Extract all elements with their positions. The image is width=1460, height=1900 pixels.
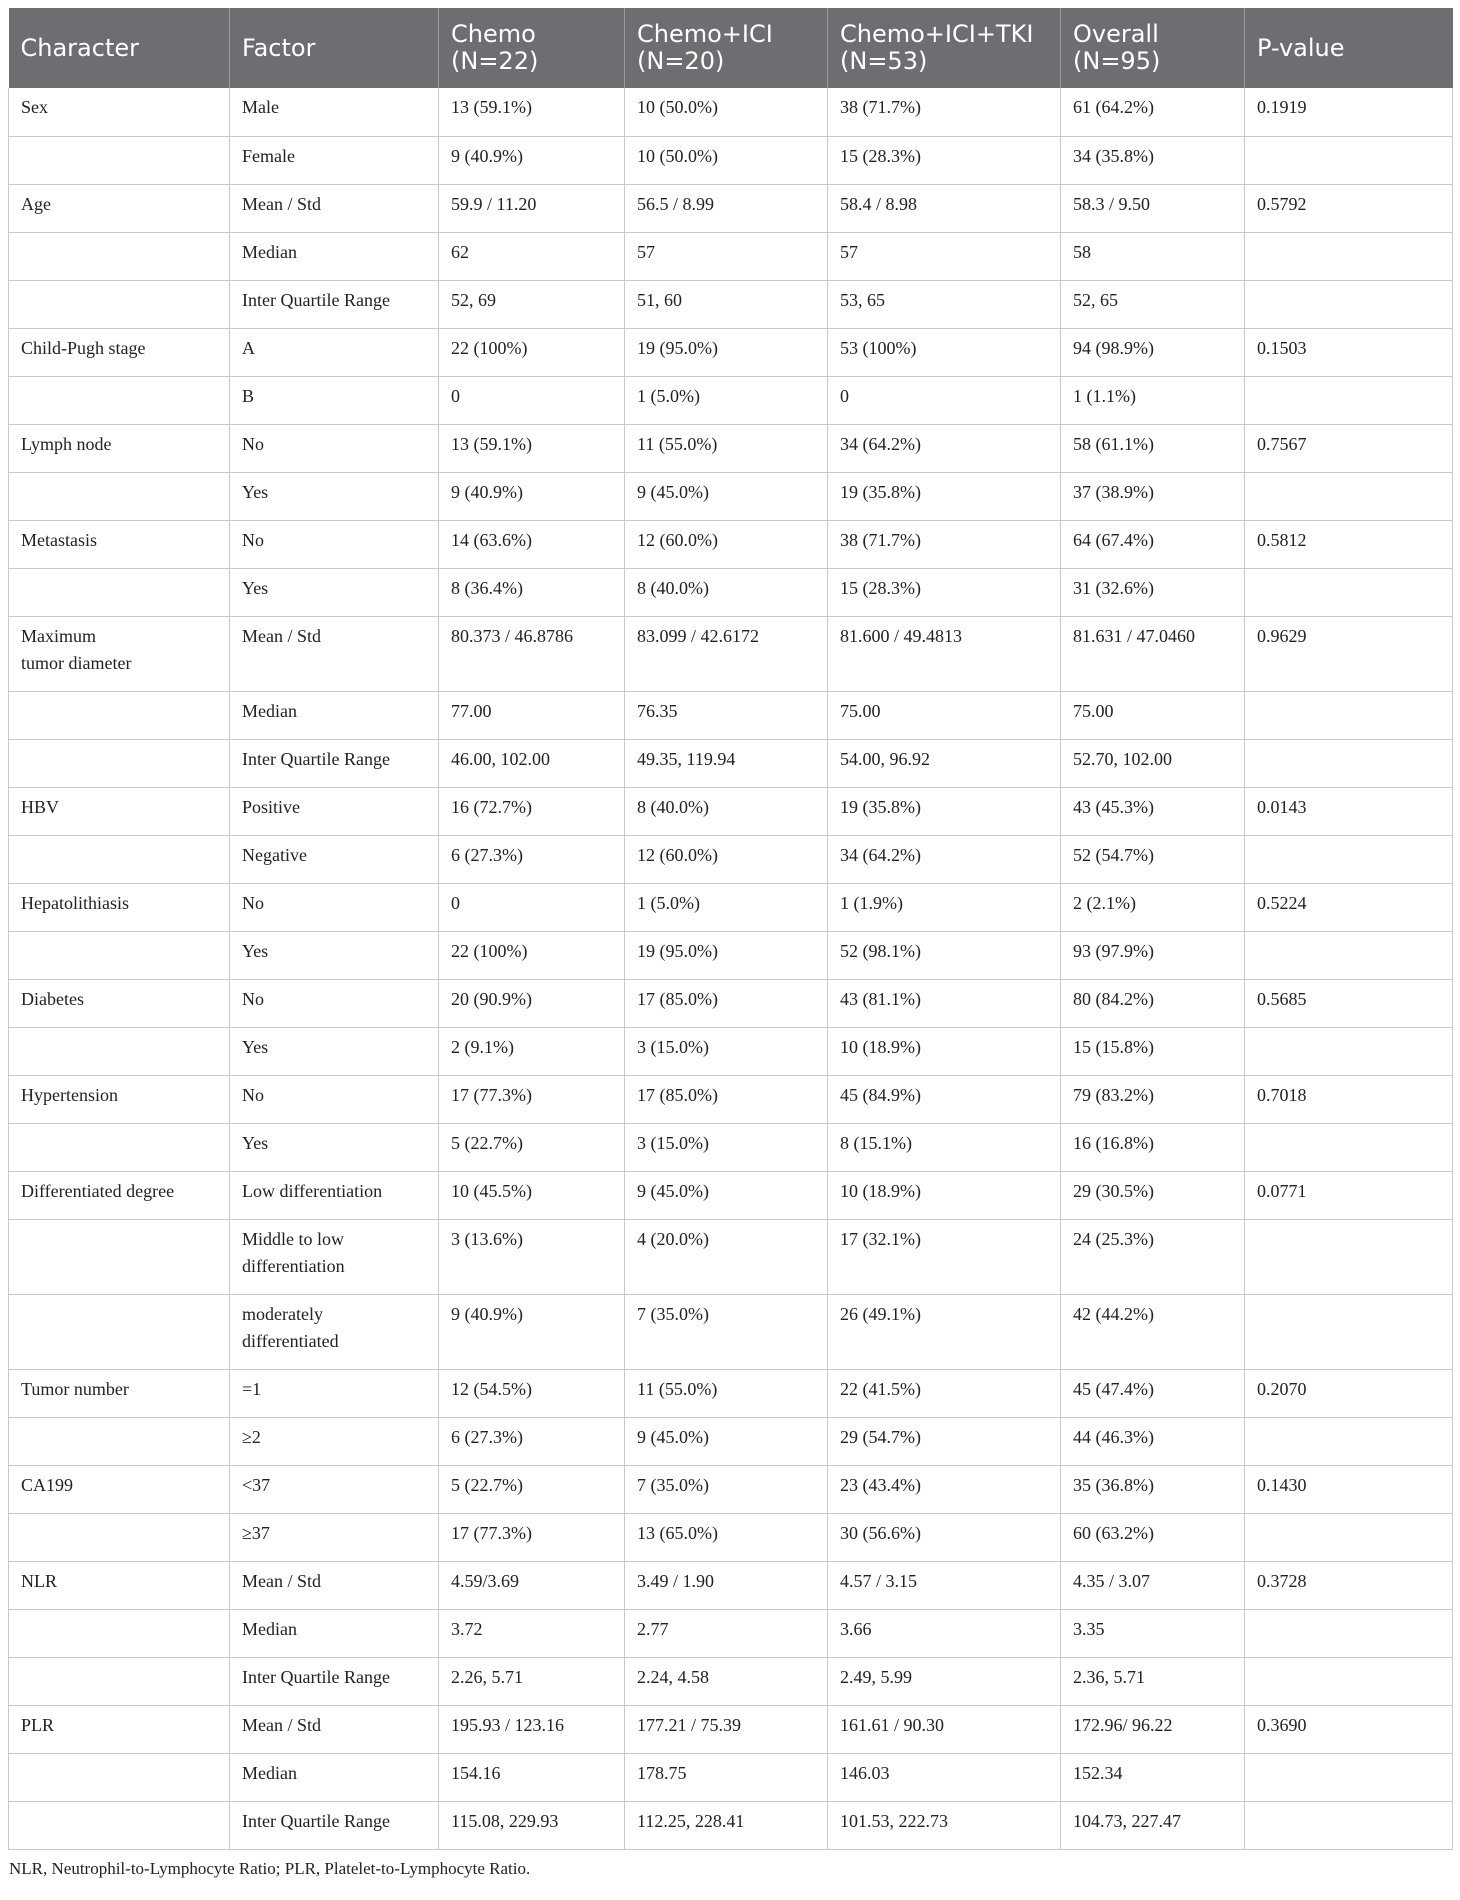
factor-cell: Middle to low differentiation (230, 1219, 439, 1294)
table-row (9, 1123, 1453, 1171)
table-row (9, 1753, 1453, 1801)
p-value-cell (1245, 472, 1453, 520)
overall-cell: 81.631 / 47.0460 (1061, 616, 1245, 691)
character-cell (9, 1609, 230, 1657)
chemo-ici-tki-cell: 19 (35.8%) (828, 472, 1061, 520)
table-footnote: NLR, Neutrophil-to-Lymphocyte Ratio; PLR, Platelet-to-Lymphocyte Ratio. (9, 1858, 531, 1878)
p-value-cell: 0.5685 (1245, 979, 1453, 1027)
chemo-ici-cell: 83.099 / 42.6172 (625, 616, 828, 691)
chemo-ici-tki-cell: 81.600 / 49.4813 (828, 616, 1061, 691)
table-row (9, 691, 1453, 739)
p-value-cell: 0.5812 (1245, 520, 1453, 568)
character-cell (9, 1417, 230, 1465)
chemo-cell: 5 (22.7%) (439, 1465, 625, 1513)
chemo-ici-tki-cell: 0 (828, 376, 1061, 424)
chemo-cell: 115.08, 229.93 (439, 1801, 625, 1849)
character-cell (9, 1801, 230, 1849)
table-row (9, 1609, 1453, 1657)
chemo-ici-cell: 3 (15.0%) (625, 1027, 828, 1075)
baseline-characteristics-table (8, 8, 1453, 1850)
chemo-ici-tki-cell: 45 (84.9%) (828, 1075, 1061, 1123)
p-value-cell: 0.1503 (1245, 328, 1453, 376)
p-value-cell (1245, 232, 1453, 280)
character-cell: NLR (9, 1561, 230, 1609)
chemo-ici-cell: 7 (35.0%) (625, 1294, 828, 1369)
factor-cell: No (230, 979, 439, 1027)
overall-cell: 172.96/ 96.22 (1061, 1705, 1245, 1753)
overall-cell: 24 (25.3%) (1061, 1219, 1245, 1294)
chemo-ici-cell: 8 (40.0%) (625, 568, 828, 616)
p-value-cell (1245, 1513, 1453, 1561)
factor-cell: Inter Quartile Range (230, 739, 439, 787)
character-cell: Child-Pugh stage (9, 328, 230, 376)
factor-cell: Inter Quartile Range (230, 280, 439, 328)
header-row (9, 8, 1453, 88)
character-cell (9, 472, 230, 520)
chemo-ici-tki-cell: 2.49, 5.99 (828, 1657, 1061, 1705)
chemo-ici-cell: 9 (45.0%) (625, 472, 828, 520)
table-row (9, 280, 1453, 328)
p-value-cell (1245, 1417, 1453, 1465)
character-cell (9, 1123, 230, 1171)
chemo-ici-tki-cell: 10 (18.9%) (828, 1027, 1061, 1075)
overall-cell: 2 (2.1%) (1061, 883, 1245, 931)
factor-cell: Yes (230, 931, 439, 979)
character-cell: Diabetes (9, 979, 230, 1027)
chemo-cell: 2 (9.1%) (439, 1027, 625, 1075)
chemo-ici-cell: 12 (60.0%) (625, 835, 828, 883)
overall-cell: 37 (38.9%) (1061, 472, 1245, 520)
p-value-cell: 0.5792 (1245, 184, 1453, 232)
chemo-ici-tki-cell: 15 (28.3%) (828, 568, 1061, 616)
overall-cell: 44 (46.3%) (1061, 1417, 1245, 1465)
chemo-ici-cell: 57 (625, 232, 828, 280)
chemo-ici-tki-cell: 3.66 (828, 1609, 1061, 1657)
chemo-cell: 9 (40.9%) (439, 1294, 625, 1369)
character-cell (9, 136, 230, 184)
overall-cell: 80 (84.2%) (1061, 979, 1245, 1027)
chemo-cell: 3 (13.6%) (439, 1219, 625, 1294)
table-row (9, 1561, 1453, 1609)
overall-cell: 43 (45.3%) (1061, 787, 1245, 835)
chemo-ici-cell: 11 (55.0%) (625, 424, 828, 472)
table-row (9, 1294, 1453, 1369)
chemo-ici-tki-cell: 26 (49.1%) (828, 1294, 1061, 1369)
table-row (9, 1219, 1453, 1294)
chemo-cell: 20 (90.9%) (439, 979, 625, 1027)
chemo-cell: 46.00, 102.00 (439, 739, 625, 787)
factor-cell: Median (230, 232, 439, 280)
chemo-cell: 2.26, 5.71 (439, 1657, 625, 1705)
character-cell (9, 376, 230, 424)
chemo-ici-tki-cell: 57 (828, 232, 1061, 280)
p-value-cell: 0.9629 (1245, 616, 1453, 691)
character-cell: Differentiated degree (9, 1171, 230, 1219)
chemo-cell: 13 (59.1%) (439, 88, 625, 136)
chemo-ici-cell: 112.25, 228.41 (625, 1801, 828, 1849)
character-cell: Hepatolithiasis (9, 883, 230, 931)
character-cell: Maximum tumor diameter (9, 616, 230, 691)
character-cell (9, 232, 230, 280)
factor-cell: Yes (230, 1123, 439, 1171)
chemo-ici-tki-cell: 34 (64.2%) (828, 835, 1061, 883)
chemo-cell: 80.373 / 46.8786 (439, 616, 625, 691)
table-row (9, 1075, 1453, 1123)
chemo-cell: 14 (63.6%) (439, 520, 625, 568)
chemo-cell: 195.93 / 123.16 (439, 1705, 625, 1753)
factor-cell: Male (230, 88, 439, 136)
p-value-cell: 0.7018 (1245, 1075, 1453, 1123)
chemo-ici-cell: 4 (20.0%) (625, 1219, 828, 1294)
factor-cell: Yes (230, 472, 439, 520)
chemo-cell: 154.16 (439, 1753, 625, 1801)
chemo-cell: 10 (45.5%) (439, 1171, 625, 1219)
chemo-ici-cell: 1 (5.0%) (625, 883, 828, 931)
p-value-cell: 0.3728 (1245, 1561, 1453, 1609)
chemo-cell: 52, 69 (439, 280, 625, 328)
p-value-cell: 0.3690 (1245, 1705, 1453, 1753)
factor-cell: Positive (230, 787, 439, 835)
chemo-ici-cell: 178.75 (625, 1753, 828, 1801)
chemo-ici-tki-cell: 22 (41.5%) (828, 1369, 1061, 1417)
factor-cell: B (230, 376, 439, 424)
table-row (9, 328, 1453, 376)
character-cell: Metastasis (9, 520, 230, 568)
chemo-ici-cell: 56.5 / 8.99 (625, 184, 828, 232)
factor-cell: Low differentiation (230, 1171, 439, 1219)
chemo-ici-tki-cell: 53 (100%) (828, 328, 1061, 376)
chemo-ici-tki-cell: 15 (28.3%) (828, 136, 1061, 184)
header-character: Character (9, 8, 230, 88)
chemo-ici-tki-cell: 75.00 (828, 691, 1061, 739)
factor-cell: =1 (230, 1369, 439, 1417)
factor-cell: Inter Quartile Range (230, 1801, 439, 1849)
overall-cell: 79 (83.2%) (1061, 1075, 1245, 1123)
character-cell (9, 1027, 230, 1075)
character-cell: Tumor number (9, 1369, 230, 1417)
chemo-cell: 17 (77.3%) (439, 1075, 625, 1123)
chemo-ici-cell: 2.77 (625, 1609, 828, 1657)
p-value-cell: 0.1430 (1245, 1465, 1453, 1513)
overall-cell: 60 (63.2%) (1061, 1513, 1245, 1561)
chemo-ici-cell: 17 (85.0%) (625, 979, 828, 1027)
overall-cell: 15 (15.8%) (1061, 1027, 1245, 1075)
overall-cell: 64 (67.4%) (1061, 520, 1245, 568)
character-cell (9, 1219, 230, 1294)
table-row (9, 883, 1453, 931)
character-cell (9, 931, 230, 979)
overall-cell: 42 (44.2%) (1061, 1294, 1245, 1369)
factor-cell: Female (230, 136, 439, 184)
overall-cell: 3.35 (1061, 1609, 1245, 1657)
p-value-cell (1245, 568, 1453, 616)
factor-cell: ≥37 (230, 1513, 439, 1561)
table-row (9, 232, 1453, 280)
chemo-cell: 22 (100%) (439, 328, 625, 376)
chemo-ici-tki-cell: 34 (64.2%) (828, 424, 1061, 472)
chemo-ici-tki-cell: 161.61 / 90.30 (828, 1705, 1061, 1753)
p-value-cell: 0.7567 (1245, 424, 1453, 472)
factor-cell: Negative (230, 835, 439, 883)
chemo-cell: 4.59/3.69 (439, 1561, 625, 1609)
character-cell (9, 739, 230, 787)
p-value-cell (1245, 1219, 1453, 1294)
character-cell: CA199 (9, 1465, 230, 1513)
chemo-ici-cell: 17 (85.0%) (625, 1075, 828, 1123)
chemo-ici-cell: 3 (15.0%) (625, 1123, 828, 1171)
overall-cell: 61 (64.2%) (1061, 88, 1245, 136)
table-row (9, 616, 1453, 691)
chemo-cell: 22 (100%) (439, 931, 625, 979)
table-row (9, 520, 1453, 568)
chemo-cell: 12 (54.5%) (439, 1369, 625, 1417)
character-cell (9, 1294, 230, 1369)
chemo-ici-tki-cell: 101.53, 222.73 (828, 1801, 1061, 1849)
chemo-cell: 16 (72.7%) (439, 787, 625, 835)
table-container (8, 8, 1452, 1879)
table-row (9, 787, 1453, 835)
chemo-ici-tki-cell: 8 (15.1%) (828, 1123, 1061, 1171)
overall-cell: 58 (1061, 232, 1245, 280)
chemo-cell: 13 (59.1%) (439, 424, 625, 472)
factor-cell: moderately differentiated (230, 1294, 439, 1369)
p-value-cell: 0.1919 (1245, 88, 1453, 136)
overall-cell: 104.73, 227.47 (1061, 1801, 1245, 1849)
chemo-ici-cell: 11 (55.0%) (625, 1369, 828, 1417)
chemo-ici-tki-cell: 52 (98.1%) (828, 931, 1061, 979)
header-chemo: Chemo (N=22) (439, 8, 625, 88)
p-value-cell (1245, 739, 1453, 787)
chemo-ici-tki-cell: 43 (81.1%) (828, 979, 1061, 1027)
p-value-cell: 0.5224 (1245, 883, 1453, 931)
chemo-ici-cell: 10 (50.0%) (625, 136, 828, 184)
table-header (9, 8, 1453, 88)
table-body (9, 88, 1453, 1849)
character-cell (9, 1753, 230, 1801)
overall-cell: 4.35 / 3.07 (1061, 1561, 1245, 1609)
overall-cell: 45 (47.4%) (1061, 1369, 1245, 1417)
chemo-cell: 77.00 (439, 691, 625, 739)
table-row (9, 739, 1453, 787)
character-cell (9, 1513, 230, 1561)
table-row (9, 1801, 1453, 1849)
chemo-cell: 0 (439, 883, 625, 931)
overall-cell: 1 (1.1%) (1061, 376, 1245, 424)
chemo-ici-tki-cell: 54.00, 96.92 (828, 739, 1061, 787)
factor-cell: Mean / Std (230, 1561, 439, 1609)
chemo-cell: 6 (27.3%) (439, 835, 625, 883)
factor-cell: Yes (230, 568, 439, 616)
chemo-ici-tki-cell: 53, 65 (828, 280, 1061, 328)
overall-cell: 2.36, 5.71 (1061, 1657, 1245, 1705)
overall-cell: 93 (97.9%) (1061, 931, 1245, 979)
character-cell: Hypertension (9, 1075, 230, 1123)
table-row (9, 88, 1453, 136)
factor-cell: Mean / Std (230, 184, 439, 232)
overall-cell: 31 (32.6%) (1061, 568, 1245, 616)
factor-cell: No (230, 1075, 439, 1123)
chemo-cell: 59.9 / 11.20 (439, 184, 625, 232)
chemo-ici-cell: 9 (45.0%) (625, 1417, 828, 1465)
character-cell (9, 568, 230, 616)
character-cell (9, 1657, 230, 1705)
table-row (9, 136, 1453, 184)
table-row (9, 1705, 1453, 1753)
factor-cell: Median (230, 1609, 439, 1657)
overall-cell: 35 (36.8%) (1061, 1465, 1245, 1513)
p-value-cell (1245, 1657, 1453, 1705)
factor-cell: Mean / Std (230, 1705, 439, 1753)
overall-cell: 58 (61.1%) (1061, 424, 1245, 472)
factor-cell: Median (230, 1753, 439, 1801)
table-row (9, 1417, 1453, 1465)
overall-cell: 52, 65 (1061, 280, 1245, 328)
overall-cell: 29 (30.5%) (1061, 1171, 1245, 1219)
table-row (9, 1465, 1453, 1513)
chemo-ici-tki-cell: 19 (35.8%) (828, 787, 1061, 835)
chemo-cell: 6 (27.3%) (439, 1417, 625, 1465)
factor-cell: Mean / Std (230, 616, 439, 691)
chemo-ici-tki-cell: 23 (43.4%) (828, 1465, 1061, 1513)
chemo-cell: 17 (77.3%) (439, 1513, 625, 1561)
chemo-ici-tki-cell: 38 (71.7%) (828, 520, 1061, 568)
chemo-ici-tki-cell: 38 (71.7%) (828, 88, 1061, 136)
table-row (9, 1027, 1453, 1075)
overall-cell: 152.34 (1061, 1753, 1245, 1801)
character-cell: HBV (9, 787, 230, 835)
table-row (9, 568, 1453, 616)
chemo-ici-tki-cell: 29 (54.7%) (828, 1417, 1061, 1465)
factor-cell: No (230, 520, 439, 568)
chemo-ici-tki-cell: 10 (18.9%) (828, 1171, 1061, 1219)
p-value-cell (1245, 136, 1453, 184)
p-value-cell (1245, 1753, 1453, 1801)
table-row (9, 835, 1453, 883)
table-row (9, 424, 1453, 472)
chemo-ici-cell: 10 (50.0%) (625, 88, 828, 136)
factor-cell: A (230, 328, 439, 376)
factor-cell: Yes (230, 1027, 439, 1075)
chemo-cell: 8 (36.4%) (439, 568, 625, 616)
p-value-cell (1245, 376, 1453, 424)
p-value-cell (1245, 1801, 1453, 1849)
chemo-ici-cell: 12 (60.0%) (625, 520, 828, 568)
p-value-cell (1245, 1294, 1453, 1369)
chemo-ici-cell: 8 (40.0%) (625, 787, 828, 835)
table-row (9, 376, 1453, 424)
overall-cell: 94 (98.9%) (1061, 328, 1245, 376)
factor-cell: Median (230, 691, 439, 739)
chemo-ici-cell: 19 (95.0%) (625, 328, 828, 376)
header-chemo-ici: Chemo+ICI (N=20) (625, 8, 828, 88)
header-factor: Factor (230, 8, 439, 88)
chemo-ici-tki-cell: 17 (32.1%) (828, 1219, 1061, 1294)
chemo-cell: 9 (40.9%) (439, 472, 625, 520)
table-row (9, 931, 1453, 979)
factor-cell: <37 (230, 1465, 439, 1513)
chemo-ici-cell: 51, 60 (625, 280, 828, 328)
p-value-cell (1245, 1123, 1453, 1171)
overall-cell: 75.00 (1061, 691, 1245, 739)
header-overall: Overall (N=95) (1061, 8, 1245, 88)
factor-cell: No (230, 883, 439, 931)
table-row (9, 979, 1453, 1027)
chemo-ici-cell: 9 (45.0%) (625, 1171, 828, 1219)
p-value-cell (1245, 835, 1453, 883)
character-cell: Age (9, 184, 230, 232)
character-cell: Sex (9, 88, 230, 136)
overall-cell: 52.70, 102.00 (1061, 739, 1245, 787)
p-value-cell (1245, 280, 1453, 328)
chemo-cell: 9 (40.9%) (439, 136, 625, 184)
table-row (9, 1657, 1453, 1705)
overall-cell: 16 (16.8%) (1061, 1123, 1245, 1171)
character-cell (9, 691, 230, 739)
overall-cell: 58.3 / 9.50 (1061, 184, 1245, 232)
p-value-cell: 0.0771 (1245, 1171, 1453, 1219)
p-value-cell (1245, 1027, 1453, 1075)
chemo-ici-tki-cell: 30 (56.6%) (828, 1513, 1061, 1561)
chemo-ici-cell: 3.49 / 1.90 (625, 1561, 828, 1609)
chemo-cell: 5 (22.7%) (439, 1123, 625, 1171)
chemo-ici-tki-cell: 58.4 / 8.98 (828, 184, 1061, 232)
chemo-ici-tki-cell: 1 (1.9%) (828, 883, 1061, 931)
overall-cell: 34 (35.8%) (1061, 136, 1245, 184)
overall-cell: 52 (54.7%) (1061, 835, 1245, 883)
chemo-ici-cell: 49.35, 119.94 (625, 739, 828, 787)
character-cell (9, 835, 230, 883)
chemo-ici-tki-cell: 146.03 (828, 1753, 1061, 1801)
chemo-ici-tki-cell: 4.57 / 3.15 (828, 1561, 1061, 1609)
table-row (9, 472, 1453, 520)
table-row (9, 1171, 1453, 1219)
factor-cell: ≥2 (230, 1417, 439, 1465)
character-cell: Lymph node (9, 424, 230, 472)
p-value-cell (1245, 931, 1453, 979)
character-cell: PLR (9, 1705, 230, 1753)
p-value-cell (1245, 1609, 1453, 1657)
chemo-ici-cell: 177.21 / 75.39 (625, 1705, 828, 1753)
chemo-ici-cell: 19 (95.0%) (625, 931, 828, 979)
chemo-cell: 62 (439, 232, 625, 280)
factor-cell: No (230, 424, 439, 472)
table-row (9, 1369, 1453, 1417)
p-value-cell: 0.2070 (1245, 1369, 1453, 1417)
chemo-ici-cell: 76.35 (625, 691, 828, 739)
p-value-cell: 0.0143 (1245, 787, 1453, 835)
character-cell (9, 280, 230, 328)
chemo-ici-cell: 2.24, 4.58 (625, 1657, 828, 1705)
table-row (9, 1513, 1453, 1561)
chemo-ici-cell: 1 (5.0%) (625, 376, 828, 424)
chemo-cell: 3.72 (439, 1609, 625, 1657)
p-value-cell (1245, 691, 1453, 739)
chemo-ici-cell: 13 (65.0%) (625, 1513, 828, 1561)
header-p-value: P-value (1245, 8, 1453, 88)
table-row (9, 184, 1453, 232)
chemo-ici-cell: 7 (35.0%) (625, 1465, 828, 1513)
factor-cell: Inter Quartile Range (230, 1657, 439, 1705)
chemo-cell: 0 (439, 376, 625, 424)
header-chemo-ici-tki: Chemo+ICI+TKI (N=53) (828, 8, 1061, 88)
